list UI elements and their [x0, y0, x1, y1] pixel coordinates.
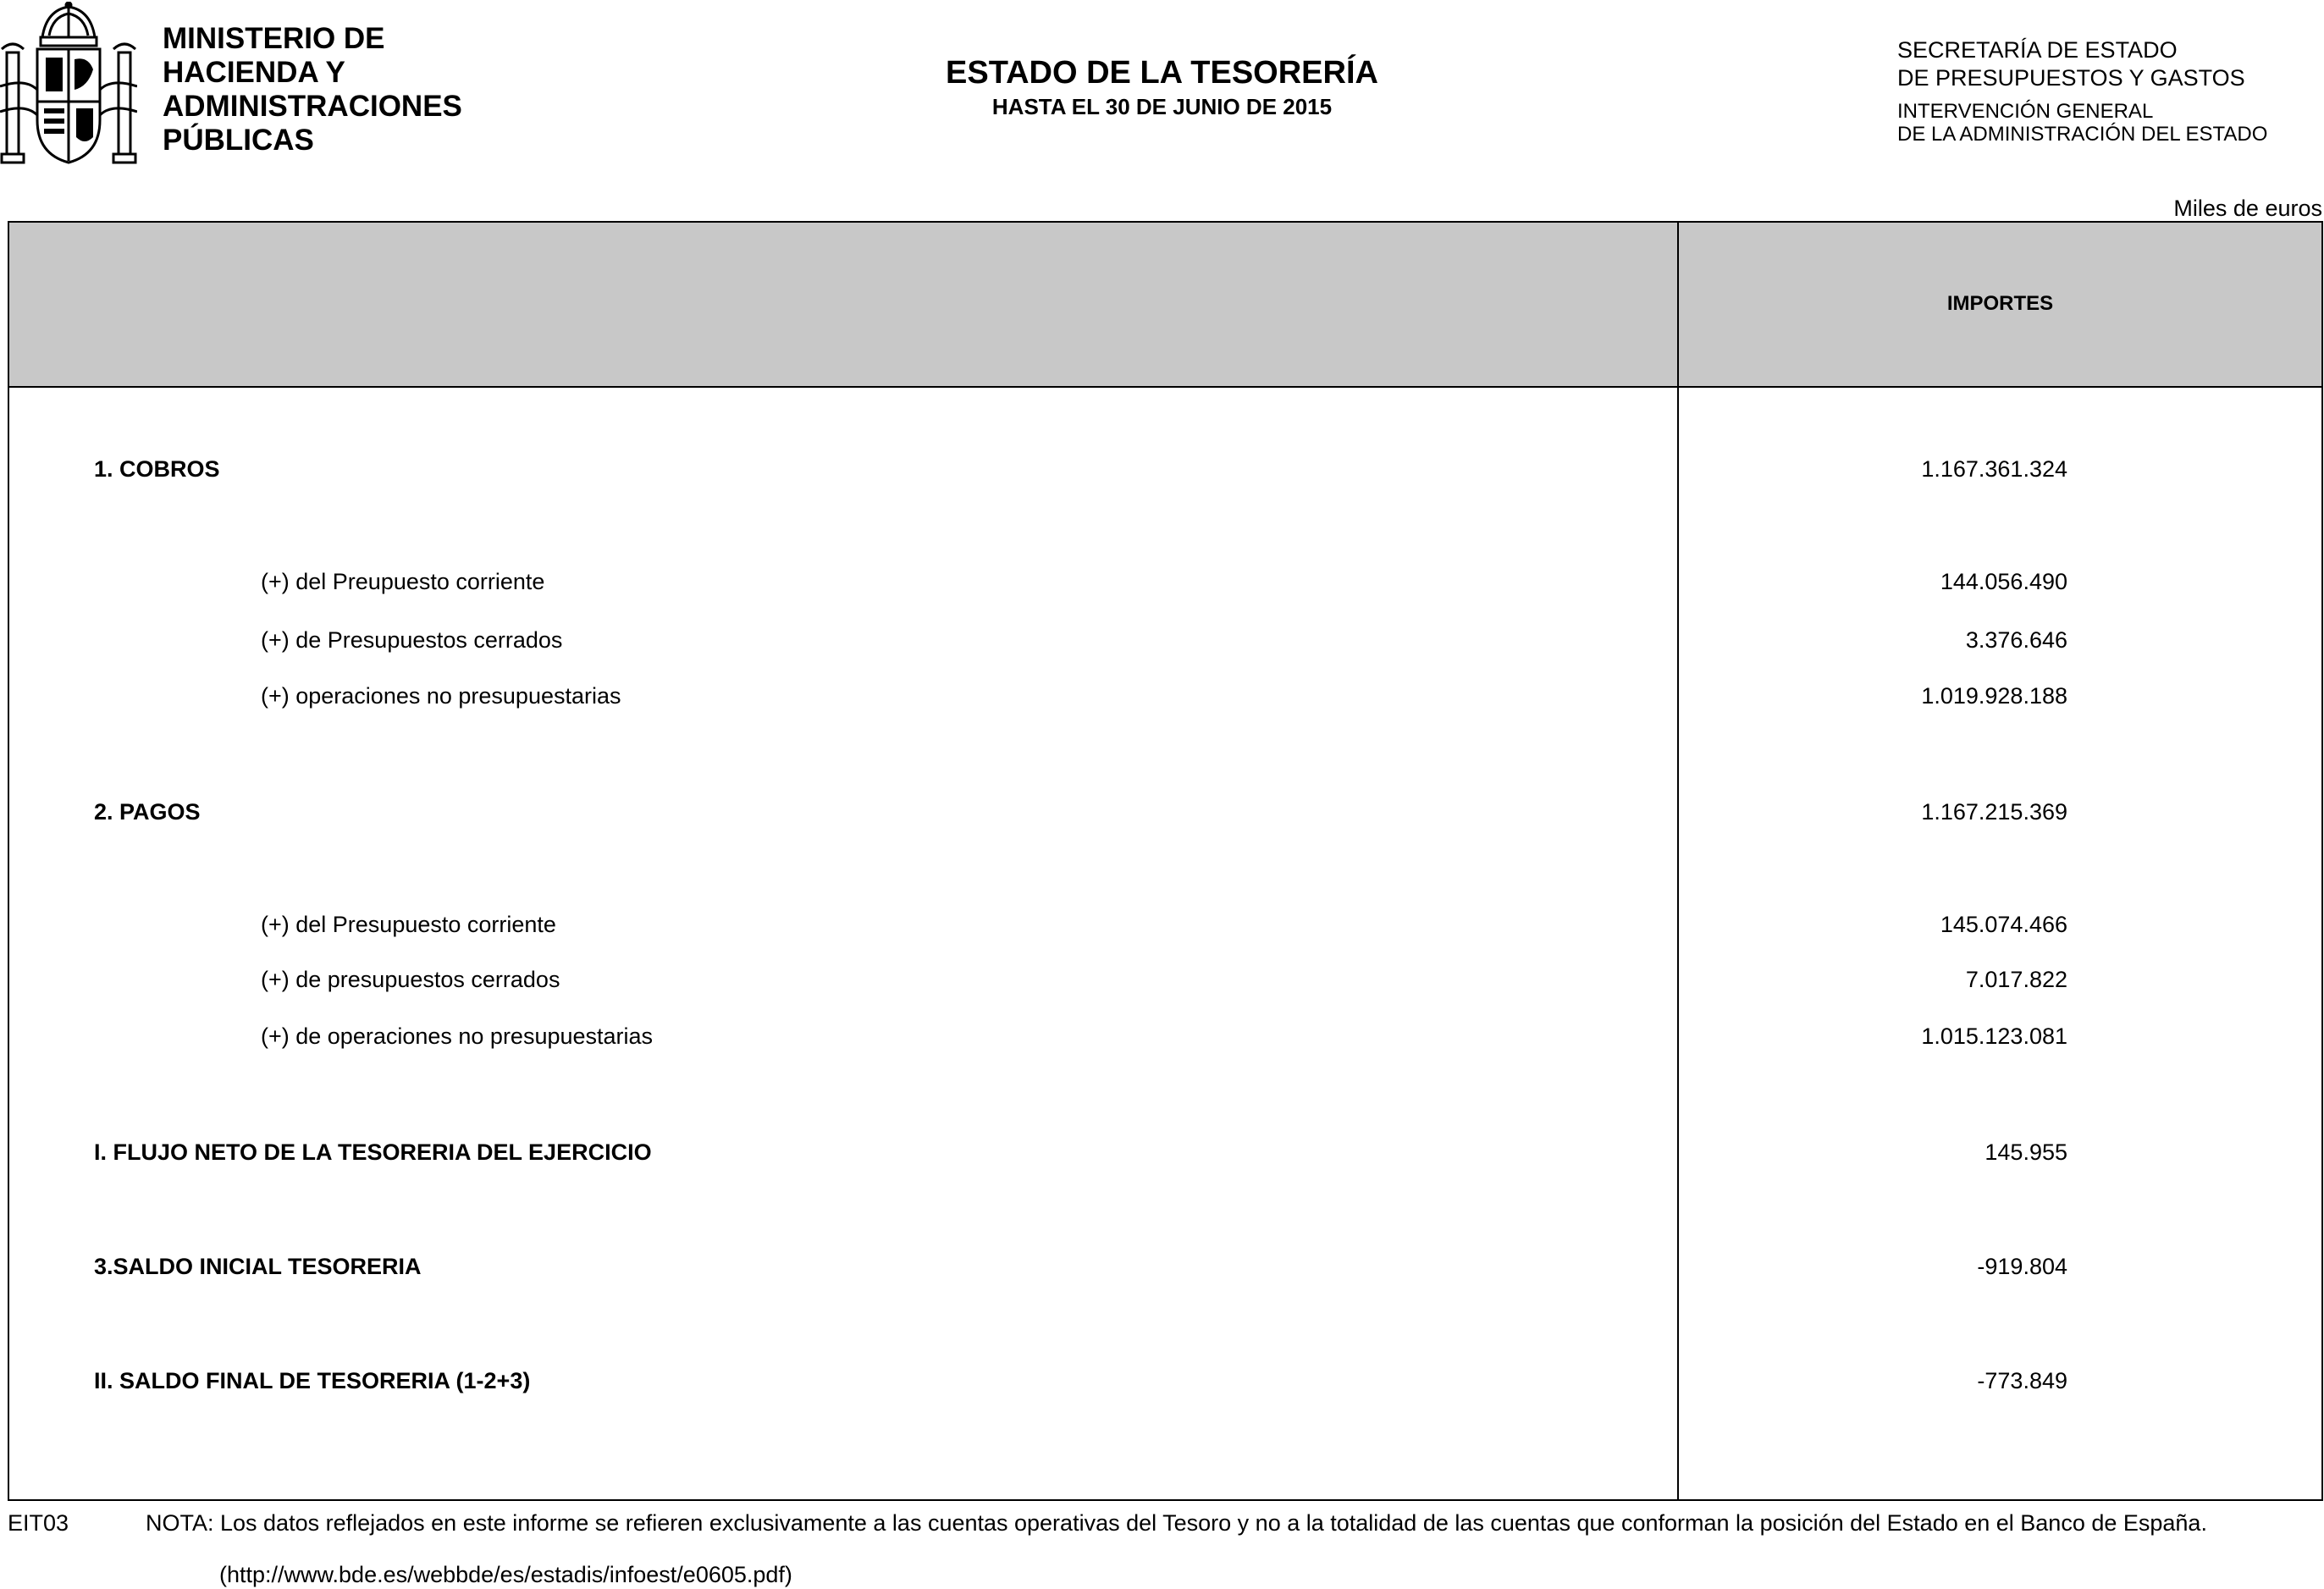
row-label: I. FLUJO NETO DE LA TESORERIA DEL EJERCICIO	[94, 1139, 652, 1165]
intervencion-line-2: DE LA ADMINISTRACIÓN DEL ESTADO	[1897, 123, 2268, 146]
row-value: -773.849	[1977, 1368, 2067, 1393]
row-label: 1. COBROS	[94, 456, 220, 482]
row-label: (+) del Presupuesto corriente	[261, 912, 556, 937]
row-label: (+) del Preupuesto corriente	[261, 569, 545, 594]
report-code: EIT03	[8, 1510, 69, 1536]
row-value: 145.955	[1985, 1139, 2067, 1165]
page-title: ESTADO DE LA TESORERÍA	[946, 55, 1378, 91]
units-label: Miles de euros	[2173, 196, 2322, 221]
row-value: 1.015.123.081	[1921, 1023, 2067, 1049]
ministry-line: MINISTERIO DE	[163, 22, 385, 55]
secretaria-line-2: DE PRESUPUESTOS Y GASTOS	[1897, 65, 2245, 91]
row-value: 1.019.928.188	[1921, 683, 2067, 709]
footnote-link: (http://www.bde.es/webbde/es/estadis/infoest/e0605.pdf)	[219, 1562, 792, 1587]
row-value: 7.017.822	[1965, 967, 2067, 992]
footnote: NOTA: Los datos reflejados en este informe se refieren exclusivamente a las cuentas operativas del Tesoro y no a la totalidad de las cuentas que conforman la posición del Estado en el Banco de España.	[146, 1510, 2207, 1536]
row-value: 144.056.490	[1940, 569, 2067, 594]
row-label: (+) de Presupuestos cerrados	[261, 627, 563, 653]
ministry-line: PÚBLICAS	[163, 124, 314, 157]
ministry-line: ADMINISTRACIONES	[163, 90, 462, 123]
row-label: 2. PAGOS	[94, 799, 201, 825]
row-label: 3.SALDO INICIAL TESORERIA	[94, 1254, 422, 1279]
column-divider	[1677, 223, 1679, 1499]
treasury-table	[8, 221, 2323, 1501]
row-value: 145.074.466	[1940, 912, 2067, 937]
row-label: (+) de presupuestos cerrados	[261, 967, 560, 992]
intervencion-line-1: INTERVENCIÓN GENERAL	[1897, 100, 2154, 123]
row-value: -919.804	[1977, 1254, 2067, 1279]
column-header-importes: IMPORTES	[1946, 292, 2054, 315]
row-label: II. SALDO FINAL DE TESORERIA (1-2+3)	[94, 1368, 531, 1393]
secretaria-line-1: SECRETARÍA DE ESTADO	[1897, 37, 2178, 63]
ministry-line: HACIENDA Y	[163, 56, 345, 89]
row-label: (+) operaciones no presupuestarias	[261, 683, 621, 709]
page-subtitle: HASTA EL 30 DE JUNIO DE 2015	[991, 94, 1333, 119]
row-value: 1.167.361.324	[1921, 456, 2067, 482]
row-label: (+) de operaciones no presupuestarias	[261, 1023, 654, 1049]
row-value: 1.167.215.369	[1921, 799, 2067, 825]
row-value: 3.376.646	[1965, 627, 2067, 653]
